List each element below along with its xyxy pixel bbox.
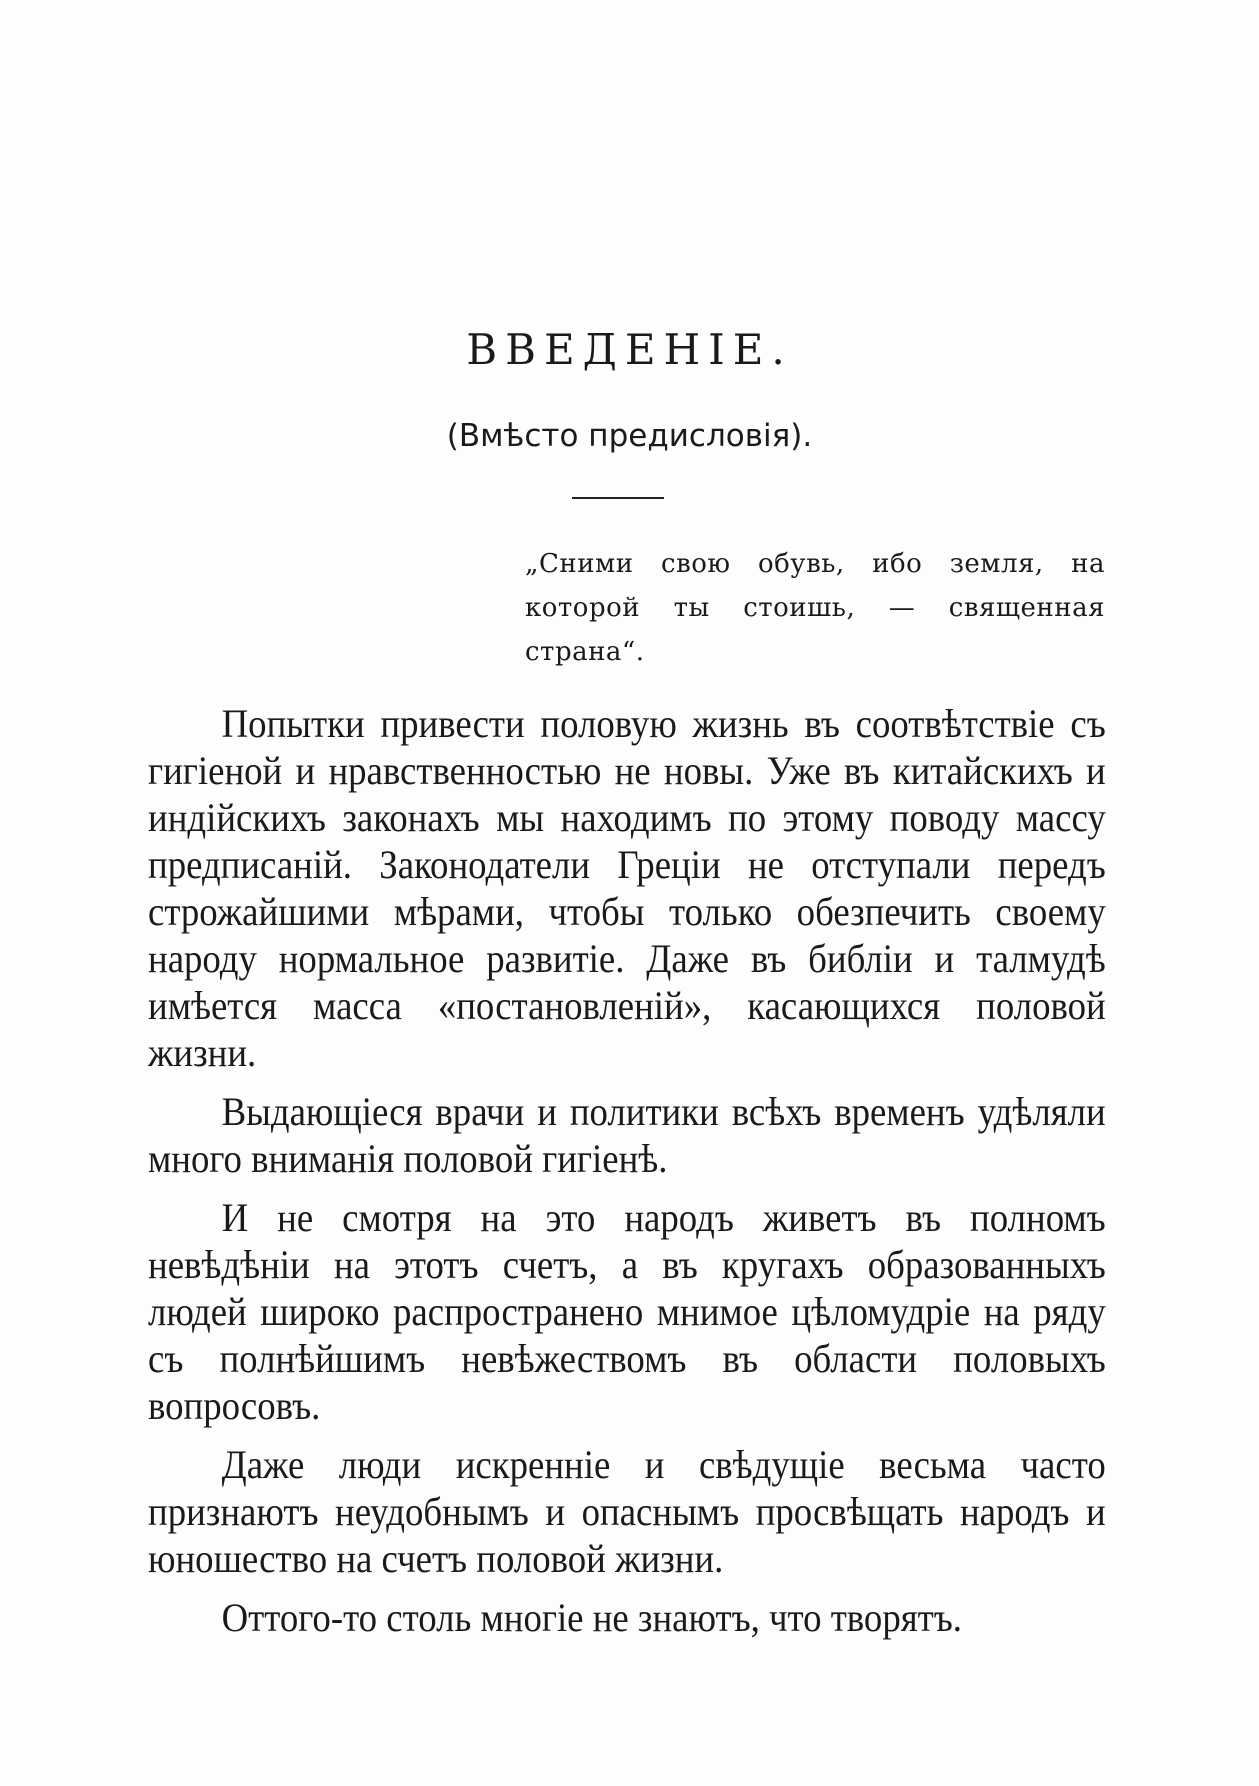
paragraph: Выдающіеся врачи и политики всѣхъ временъ удѣляли много вниманія половой гигіенѣ. <box>148 1089 1106 1181</box>
paragraph: Оттого-то столь многіе не знаютъ, что творятъ. <box>221 1595 962 1640</box>
paragraph: И не смотря на это народъ живетъ въ полномъ невѣдѣніи на этотъ счетъ, а въ кругахъ образованныхъ людей широко распространено мнимое цѣломудріе на ряду съ полнѣйшимъ невѣжествомъ въ области половыхъ вопросовъ. <box>148 1195 1106 1428</box>
paragraph: Даже люди искренніе и свѣдущіе весьма часто признаютъ неудобнымъ и опаснымъ просвѣщать народъ и юношество на счетъ половой жизни. <box>148 1442 1106 1581</box>
paragraph: Попытки привести половую жизнь въ соотвѣтствіе съ гигіеной и нравственностью не новы. Уже въ китайскихъ и индійскихъ законахъ мы находимъ по этому поводу массу предписаній. Законодатели Греціи не отступали передъ строжайшими мѣрами, чтобы только обезпечить своему народу нормальное развитіе. Даже въ библіи и талмудѣ имѣется масса «постановленій», касающихся половой жизни. <box>148 701 1106 1075</box>
epigraph: „Сними свою обувь, ибо земля, на которой ты стоишь, — священная страна“. <box>525 549 1105 667</box>
body-text <box>148 700 1106 1653</box>
chapter-subtitle: (Вмѣсто предисловія). <box>446 418 813 454</box>
chapter-title: ВВЕДЕНІЕ. <box>466 325 793 374</box>
separator-rule <box>572 497 664 499</box>
